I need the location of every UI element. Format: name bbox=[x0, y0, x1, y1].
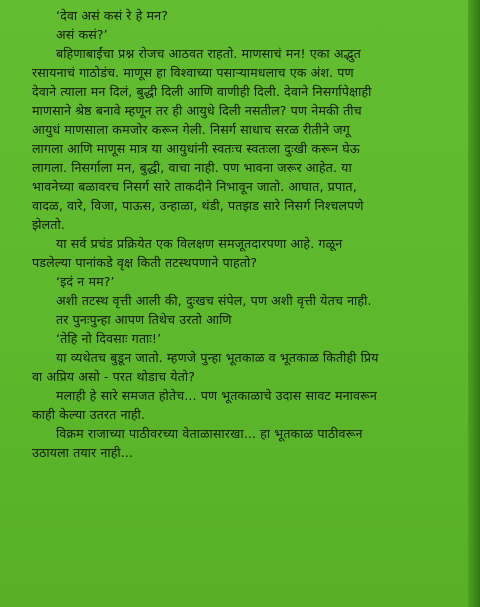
text-line: तर पुनःपुन्हा आपण तिथेच उरतो आणि bbox=[56, 312, 232, 327]
text-line: आयुधं माणसाला कमजोर करून गेली. निसर्ग साधाच सरळ रीतीने जगू bbox=[32, 122, 350, 137]
paragraph-quote bbox=[32, 329, 460, 348]
text-line: रसायनाचं गाठोडंच. माणूस हा विश्वाच्या पसाऱ्यामधलाच एक अंश. पण bbox=[32, 65, 354, 80]
text-line: पडलेल्या पानांकडे वृक्ष किती तटस्थपणाने पाहतो? bbox=[32, 255, 258, 270]
text-line: काही केल्या उतरत नाही. bbox=[32, 407, 145, 422]
page-text bbox=[32, 6, 460, 462]
text-line: अशी तटस्थ वृत्ती आली की, दुःखच संपेल, पण अशी वृत्ती येतच नाही. bbox=[56, 293, 372, 308]
text-line: उठायला तयार नाही... bbox=[32, 445, 134, 460]
text-line: ‘तेहि नो दिवसाः गताः!’ bbox=[56, 331, 162, 346]
text-line: या व्यथेतच बुडून जातो. म्हणजे पुन्हा भूतकाळ व भूतकाळ कितीही प्रिय bbox=[56, 350, 379, 365]
text-line: माणसाने श्रेष्ठ बनावे म्हणून तर ही आयुधे दिली नसतील? पण नेमकी तीच bbox=[32, 103, 362, 118]
text-line: असं कसं?’ bbox=[56, 27, 108, 42]
paragraph-quote bbox=[32, 272, 460, 291]
text-line: विक्रम राजाच्या पाठीवरच्या वेताळासारखा... हा भूतकाळ पाठीवरून bbox=[56, 426, 363, 441]
paragraph-quote bbox=[32, 6, 460, 25]
text-line: देवाने त्याला मन दिलं, बुद्धी दिली आणि वाणीही दिली. देवाने निसर्गापेक्षाही bbox=[32, 84, 372, 99]
text-line: लागला. निसर्गाला मन, बुद्धी, वाचा नाही. पण भावना जरूर आहेत. या bbox=[32, 160, 352, 175]
paragraph bbox=[32, 424, 460, 462]
text-line: ‘देवा असं कसं रे हे मन? bbox=[56, 8, 169, 23]
paragraph bbox=[32, 44, 460, 234]
text-line: झेलतो. bbox=[32, 217, 65, 232]
text-line: या सर्व प्रचंड प्रक्रियेत एक विलक्षण समजूतदारपणा आहे. गळून bbox=[56, 236, 343, 251]
paragraph bbox=[32, 348, 460, 386]
text-line: लागला आणि माणूस मात्र या आयुधांनी स्वतःच स्वतःला दुःखी करून घेऊ bbox=[32, 141, 360, 156]
text-line: मलाही हे सारे समजत होतेच... पण भूतकाळाचे उदास सावट मनावरून bbox=[56, 388, 378, 403]
paragraph bbox=[32, 386, 460, 424]
paragraph bbox=[32, 291, 460, 329]
text-line: वादळ, वारे, विजा, पाऊस, उन्हाळा, थंडी, पतझड सारे निसर्ग निश्चलपणे bbox=[32, 198, 364, 213]
text-line: ‘इदं न मम?’ bbox=[56, 274, 115, 289]
paragraph-quote bbox=[32, 25, 460, 44]
paragraph bbox=[32, 234, 460, 272]
page-edge-shadow bbox=[468, 0, 480, 607]
text-line: वा अप्रिय असो - परत थोडाच येतो? bbox=[32, 369, 195, 384]
text-line: बहिणाबाईंचा प्रश्न रोजच आठवत राहतो. माणसाचं मन! एका अद्भुत bbox=[56, 46, 361, 61]
text-line: भावनेच्या बळावरच निसर्ग सारे ताकदीने निभावून जातो. आघात, प्रपात, bbox=[32, 179, 357, 194]
